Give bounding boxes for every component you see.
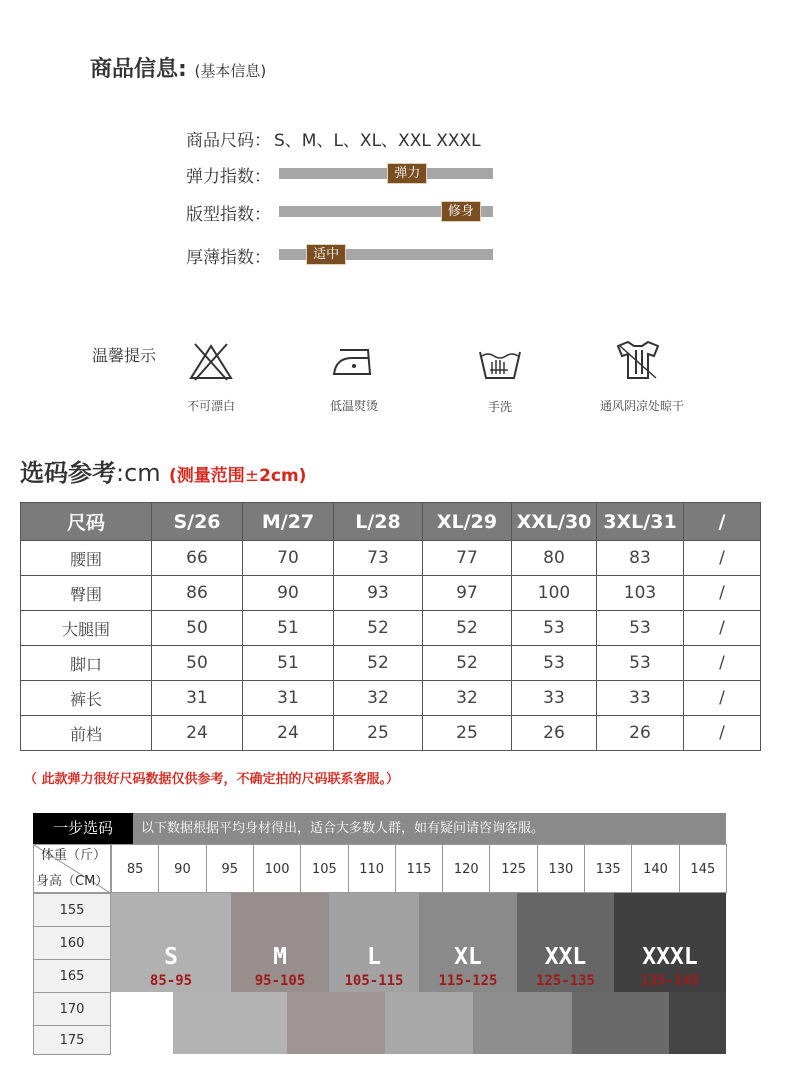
weight-cell: 110: [348, 844, 396, 893]
elasticity-label: 弹力指数：: [186, 167, 271, 187]
size-block-name: M: [273, 944, 287, 970]
cell: 31: [152, 681, 243, 716]
cell: 50: [152, 611, 243, 646]
table-row: [21, 611, 761, 646]
cell: 103: [597, 576, 684, 611]
cell: 97: [423, 576, 512, 611]
table-row: [21, 681, 761, 716]
elasticity-bar: [279, 168, 493, 179]
col-header: XXL/30: [512, 503, 597, 541]
size-block-name: XXL: [544, 944, 587, 970]
step-pick-grid: [33, 844, 726, 1054]
cell: 53: [597, 646, 684, 681]
cell: 90: [243, 576, 334, 611]
size-block-lower: [572, 992, 669, 1054]
no-bleach-icon: [187, 340, 235, 384]
size-block-name: L: [367, 944, 381, 970]
sizes-label: 商品尺码：: [186, 131, 271, 151]
thickness-tag: 适中: [306, 244, 346, 265]
cell: 32: [334, 681, 423, 716]
size-block-range: 85-95: [149, 973, 193, 989]
weight-cell: 125: [489, 844, 537, 893]
size-block-name: XL: [454, 944, 482, 970]
col-header: XL/29: [423, 503, 512, 541]
size-ref-title: [20, 453, 306, 488]
size-block-range: 95-105: [254, 973, 306, 989]
page-title: [90, 52, 266, 83]
cell: 25: [423, 716, 512, 751]
size-table-header: [21, 503, 761, 541]
size-block-lower: [473, 992, 572, 1054]
col-header: S/26: [152, 503, 243, 541]
thickness-label: 厚薄指数：: [186, 248, 271, 268]
cell: 73: [334, 541, 423, 576]
col-header: 尺码: [21, 503, 152, 541]
cell: 51: [243, 646, 334, 681]
title-text: 商品信息:: [90, 57, 187, 82]
size-block-lower: [287, 992, 385, 1054]
height-axis-label: 身高（CM）: [36, 874, 109, 889]
title-subtitle: (基本信息): [194, 62, 267, 80]
col-header: 3XL/31: [597, 503, 684, 541]
cell: 51: [243, 611, 334, 646]
cell: 100: [512, 576, 597, 611]
height-cell: 160: [33, 926, 111, 960]
size-note: （ 此款弹力很好尺码数据仅供参考，不确定拍的尺码联系客服。）: [24, 772, 400, 787]
table-row: [21, 576, 761, 611]
cell: 26: [512, 716, 597, 751]
cell: /: [684, 541, 761, 576]
row-label: 裤长: [21, 681, 152, 716]
weight-cell: 120: [442, 844, 490, 893]
cell: 93: [334, 576, 423, 611]
care-label-low-iron: 低温熨烫: [329, 399, 378, 413]
cell: /: [684, 646, 761, 681]
row-label: 臀围: [21, 576, 152, 611]
cell: 50: [152, 646, 243, 681]
weight-cell: 115: [395, 844, 443, 893]
cell: 70: [243, 541, 334, 576]
cell: 52: [334, 646, 423, 681]
height-cell: 170: [33, 992, 111, 1026]
cell: 33: [597, 681, 684, 716]
cell: /: [684, 681, 761, 716]
cell: 25: [334, 716, 423, 751]
cell: 53: [512, 646, 597, 681]
height-cell: 165: [33, 959, 111, 993]
size-ref-range-open: (测量范围: [169, 466, 245, 486]
cell: 24: [152, 716, 243, 751]
size-ref-unit: :cm: [116, 459, 161, 487]
cell: 66: [152, 541, 243, 576]
cell: 24: [243, 716, 334, 751]
cell: 77: [423, 541, 512, 576]
size-ref-title-text: 选码参考: [20, 459, 116, 487]
elasticity-tag: 弹力: [387, 163, 427, 184]
size-block-lower: [669, 992, 726, 1054]
care-title: 温馨提示: [92, 346, 157, 365]
weight-cell: 85: [111, 844, 159, 893]
size-ref-range-val: 2cm): [259, 466, 307, 486]
cell: 52: [423, 646, 512, 681]
weight-cell: 90: [158, 844, 206, 893]
cell: 33: [512, 681, 597, 716]
weight-cell: 135: [584, 844, 632, 893]
row-label: 前档: [21, 716, 152, 751]
size-block-name: S: [164, 944, 178, 970]
table-row: [21, 716, 761, 751]
weight-cell: 95: [206, 844, 254, 893]
axis-corner: [33, 844, 111, 893]
col-header: M/27: [243, 503, 334, 541]
care-label-shade-dry: 通风阴凉处晾干: [599, 399, 684, 413]
size-block-lower: [385, 992, 473, 1054]
cell: /: [684, 611, 761, 646]
cell: 52: [334, 611, 423, 646]
weight-cell: 140: [631, 844, 679, 893]
size-block-lower: [173, 992, 287, 1054]
fit-tag: 修身: [441, 201, 481, 222]
size-block-range: 105-115: [344, 973, 404, 989]
cell: 52: [423, 611, 512, 646]
weight-cell: 145: [679, 844, 727, 893]
height-cell: 175: [33, 1025, 111, 1055]
row-label: 腰围: [21, 541, 152, 576]
weight-cell: 130: [537, 844, 585, 893]
cell: 86: [152, 576, 243, 611]
table-row: [21, 646, 761, 681]
size-ref-range-pm: ±: [244, 466, 260, 486]
cell: 26: [597, 716, 684, 751]
size-block-range: 135-145: [640, 973, 700, 989]
sizes-value: S、M、L、XL、XXL XXXL: [274, 131, 481, 151]
cell: /: [684, 576, 761, 611]
weight-cell: 100: [253, 844, 301, 893]
step-pick-desc: 以下数据根据平均身材得出，适合大多数人群，如有疑问请咨询客服。: [141, 821, 545, 836]
size-block-name: XXXL: [642, 944, 698, 970]
shade-dry-icon: [614, 338, 662, 382]
row-label: 脚口: [21, 646, 152, 681]
cell: 80: [512, 541, 597, 576]
hand-wash-icon: [476, 340, 524, 384]
fit-label: 版型指数：: [186, 205, 271, 225]
low-iron-icon: [330, 340, 378, 384]
step-pick-label: 一步选码: [33, 813, 133, 844]
cell: 53: [512, 611, 597, 646]
cell: 53: [597, 611, 684, 646]
col-header: L/28: [334, 503, 423, 541]
cell: 31: [243, 681, 334, 716]
cell: 83: [597, 541, 684, 576]
cell: /: [684, 716, 761, 751]
cell: 32: [423, 681, 512, 716]
size-table: [20, 502, 761, 751]
care-label-no-bleach: 不可漂白: [186, 399, 235, 413]
table-row: [21, 541, 761, 576]
row-label: 大腿围: [21, 611, 152, 646]
size-block-range: 125-135: [535, 973, 595, 989]
step-pick-header: [33, 813, 726, 844]
care-label-hand-wash: 手洗: [487, 400, 512, 414]
col-header: /: [684, 503, 761, 541]
weight-cell: 105: [300, 844, 348, 893]
size-block-range: 115-125: [438, 973, 498, 989]
height-cell: 155: [33, 893, 111, 927]
weight-axis-label: 体重（斤）: [40, 848, 106, 863]
